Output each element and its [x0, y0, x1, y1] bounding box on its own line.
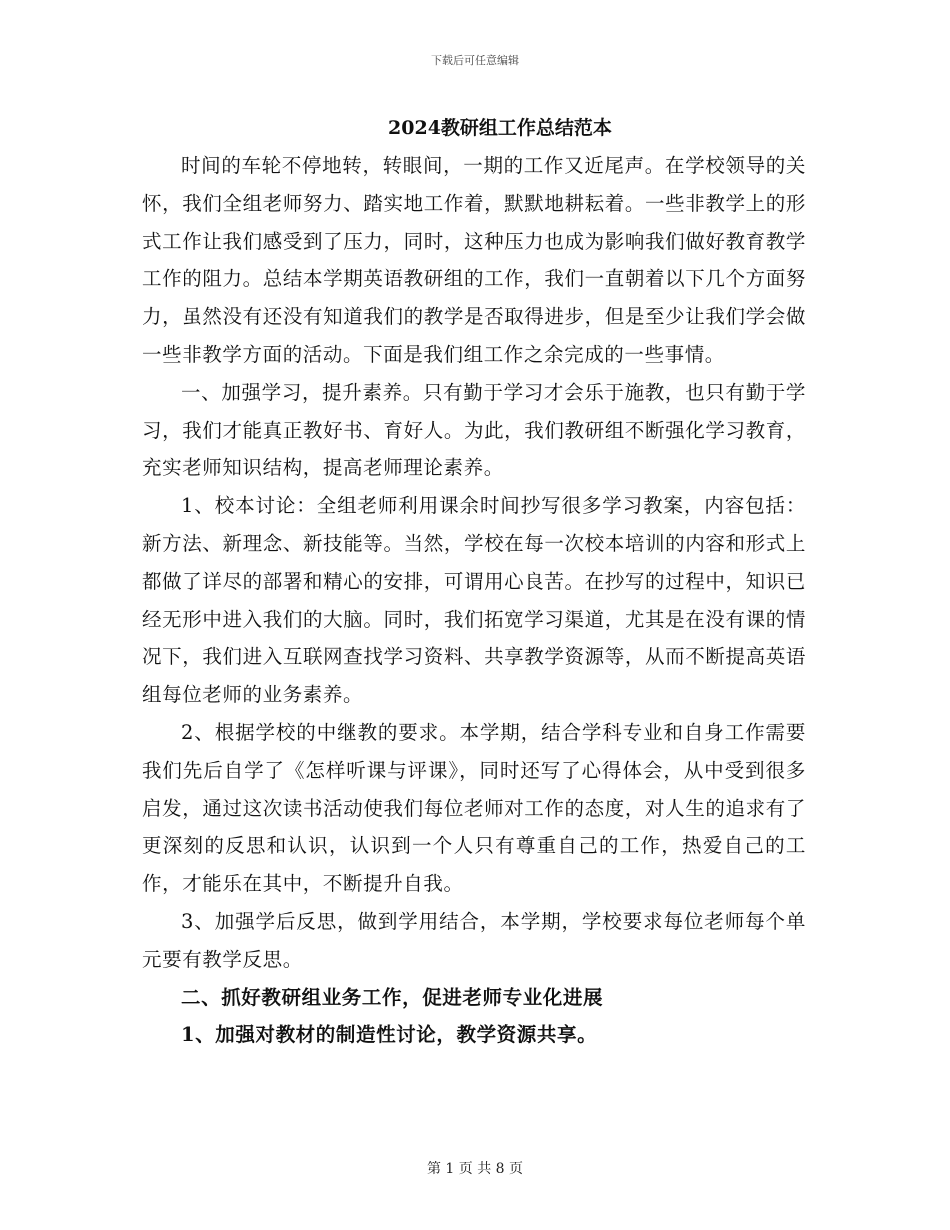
page-header-note: 下载后可任意编辑: [431, 54, 519, 67]
paragraph-item-2: 2、根据学校的中继教的要求。本学期，结合学科专业和自身工作需要我们先后自学了《怎样听课与评课》，同时还写了心得体会，从中受到很多启发，通过这次读书活动使我们每位老师对工作的态度，对人生的追求有了更深刻的反思和认识，认识到一个人只有尊重自己的工作，热爱自己的工作，才能乐在其中，不断提升自我。: [142, 720, 806, 896]
page-footer: 第 1 页 共 8 页: [426, 1161, 524, 1177]
paragraph-item-1: 1、校本讨论：全组老师利用课余时间抄写很多学习教案，内容包括：新方法、新理念、新技能等。当然，学校在每一次校本培训的内容和形式上都做了详尽的部署和精心的安排，可谓用心良苦。在抄写的过程中，知识已经无形中进入我们的大脑。同时，我们拓宽学习渠道，尤其是在没有课的情况下，我们进入互联网查找学习资料、共享教学资源等，从而不断提高英语组每位老师的业务素养。: [142, 494, 806, 707]
paragraph-intro: 时间的车轮不停地转，转眼间，一期的工作又近尾声。在学校领导的关怀，我们全组老师努力、踏实地工作着，默默地耕耘着。一些非教学上的形式工作让我们感受到了压力，同时，这种压力也成为影响我们做好教育教学工作的阻力。总结本学期英语教研组的工作，我们一直朝着以下几个方面努力，虽然没有还没有知道我们的教学是否取得进步，但是至少让我们学会做一些非教学方面的活动。下面是我们组工作之余完成的一些事情。: [142, 154, 806, 366]
subsection-heading-1: 1、加强对教材的制造性讨论，教学资源共享。: [181, 1023, 598, 1047]
paragraph-item-3: 3、加强学后反思，做到学用结合，本学期，学校要求每位老师每个单元要有教学反思。: [142, 909, 806, 971]
document-title: 2024教研组工作总结范本: [388, 117, 612, 139]
document-body: [142, 147, 806, 1054]
paragraph-section-1: 一、加强学习，提升素养。只有勤于学习才会乐于施教，也只有勤于学习，我们才能真正教好书、育好人。为此，我们教研组不断强化学习教育，充实老师知识结构，提高老师理论素养。: [142, 380, 806, 480]
section-heading-2: 二、抓好教研组业务工作，促进老师专业化进展: [181, 985, 604, 1009]
